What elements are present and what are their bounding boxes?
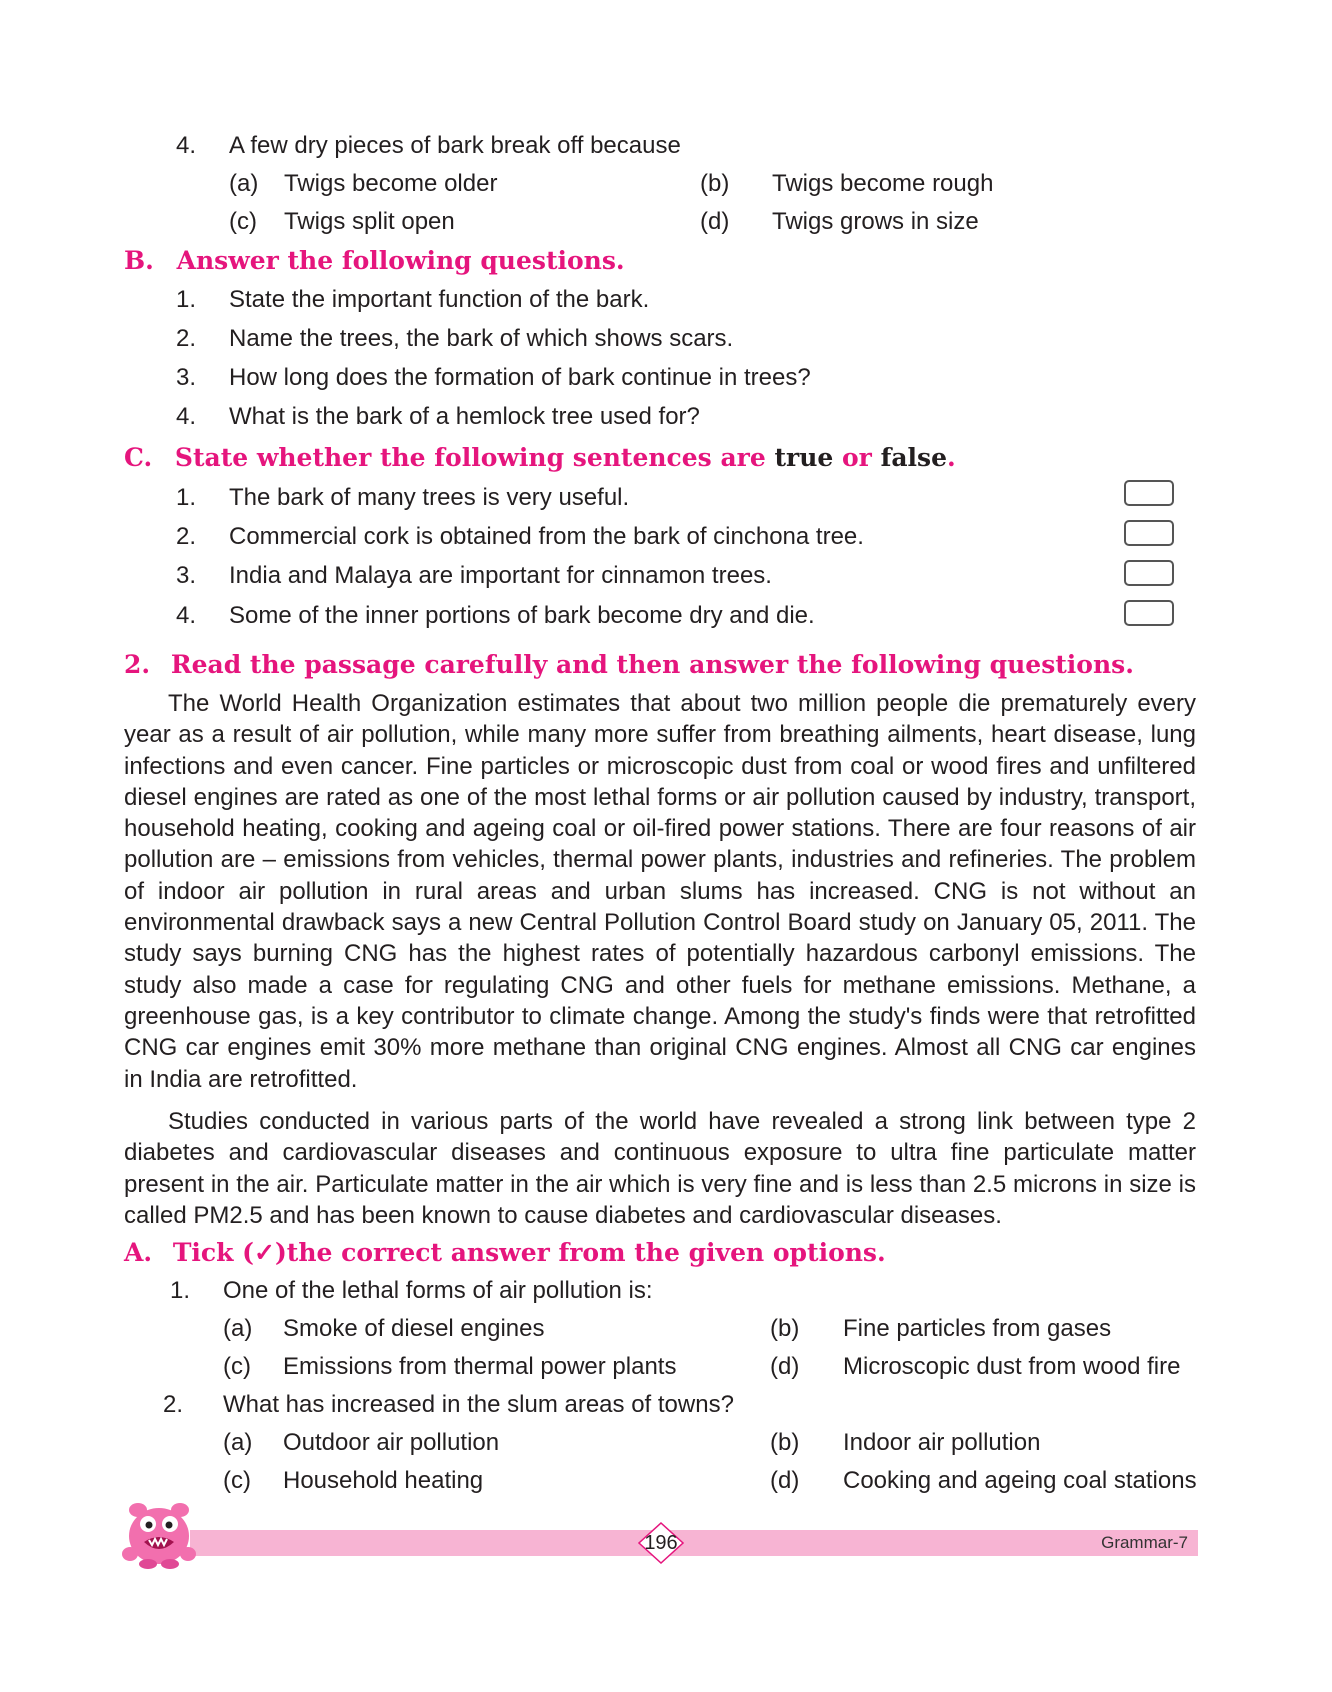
true-false-answer-box-3[interactable] xyxy=(1124,560,1174,586)
q4-option-c-text: Twigs split open xyxy=(284,208,455,235)
q4-option-a-label: (a) xyxy=(229,170,259,197)
section-a-q2-text: What has increased in the slum areas of towns? xyxy=(223,1391,734,1418)
section-c-heading xyxy=(124,443,956,473)
section-b-item-4-text: What is the bark of a hemlock tree used for? xyxy=(229,403,700,430)
passage-paragraph-1: The World Health Organization estimates that about two million people die prematurely every year as a result of air pollution, while many more suffer from breathing ailments, heart disease, lung infections and even cancer. Fine particles or microscopic dust from coal or wood fires and unfiltered diesel engines are rated as one of the most lethal forms or air pollution caused by industry, transport, household heating, cooking and ageing coal or oil-fired power stations. There are four reasons of air pollution are – emissions from vehicles, thermal power plants, industries and refineries. The problem of indoor air pollution in rural areas and urban slums has increased. CNG is not without an environmental drawback says a new Central Pollution Control Board study on January 05, 2011. The study says burning CNG has the highest rates of potentially hazardous carbonyl emissions. The study also made a case for regulating CNG and other fuels for methane emissions. Methane, a greenhouse gas, is a key contributor to climate change. Among the study's finds were that retrofitted CNG car engines emit 30% more methane than original CNG engines. Almost all CNG car engines in India are retrofitted. xyxy=(124,690,1196,1093)
section-a-q1-option-d-text[interactable]: Microscopic dust from wood fire xyxy=(843,1353,1181,1380)
true-false-answer-box-2[interactable] xyxy=(1124,520,1174,546)
monster-mascot-icon xyxy=(118,1494,200,1570)
section-a-q1-text: One of the lethal forms of air pollution is: xyxy=(223,1277,653,1304)
section-b-letter: B. xyxy=(124,246,154,275)
passage-paragraph-2: Studies conducted in various parts of the world have revealed a strong link between type 2 diabetes and cardiovascular diseases and continuous exposure to ultra fine particulate matter present in the air. Particulate matter in the air which is very fine and is less than 2.5 microns in size is called PM2.5 and has been known to cause diabetes and cardiovascular diseases. xyxy=(124,1108,1196,1229)
section-a-q2-option-c-label: (c) xyxy=(223,1467,251,1494)
section-c-item-4-num: 4. xyxy=(176,602,197,629)
section-c-item-1-text: The bark of many trees is very useful. xyxy=(229,484,630,511)
section-a-q2-option-a-label: (a) xyxy=(223,1429,253,1456)
section-b-item-3-text: How long does the formation of bark continue in trees? xyxy=(229,364,811,391)
section-a-q1-option-d-label: (d) xyxy=(770,1353,800,1380)
section-c-item-2-text: Commercial cork is obtained from the bark of cinchona tree. xyxy=(229,523,864,550)
q4-option-d-label: (d) xyxy=(700,208,730,235)
section-a-q2-option-a-text[interactable]: Outdoor air pollution xyxy=(283,1429,500,1456)
section-b-item-4-num: 4. xyxy=(176,403,197,430)
section-b-item-2-num: 2. xyxy=(176,325,197,352)
section-c-false-word: false xyxy=(880,443,948,472)
section-a-q2-option-d-label: (d) xyxy=(770,1467,800,1494)
section-c-item-1-num: 1. xyxy=(176,484,197,511)
section-a-q1-option-c-label: (c) xyxy=(223,1353,251,1380)
section-a-q1-num: 1. xyxy=(170,1277,191,1304)
q4-option-c-label: (c) xyxy=(229,208,257,235)
section-b-title: Answer the following questions. xyxy=(176,246,625,275)
section-a-q1-option-c-text[interactable]: Emissions from thermal power plants xyxy=(283,1353,677,1380)
section-b-item-2-text: Name the trees, the bark of which shows scars. xyxy=(229,325,734,352)
page-number: 196 xyxy=(644,1532,678,1554)
section-a-q1-option-a-label: (a) xyxy=(223,1315,253,1342)
section-a-q2-option-b-text[interactable]: Indoor air pollution xyxy=(843,1429,1041,1456)
q4-option-b-text: Twigs become rough xyxy=(772,170,994,197)
book-title: Grammar-7 xyxy=(1101,1533,1188,1552)
section-a-letter: A. xyxy=(124,1238,153,1267)
section-c-period: . xyxy=(947,443,956,472)
passage-number: 2. xyxy=(124,650,151,679)
section-c-true-word: true xyxy=(774,443,834,472)
section-a-q1-option-a-text[interactable]: Smoke of diesel engines xyxy=(283,1315,545,1342)
q4-text: A few dry pieces of bark break off because xyxy=(229,132,681,159)
q4-option-d-text: Twigs grows in size xyxy=(772,208,979,235)
section-c-item-3-text: India and Malaya are important for cinnamon trees. xyxy=(229,562,772,589)
section-c-letter: C. xyxy=(124,443,153,472)
section-a-q1-option-b-text[interactable]: Fine particles from gases xyxy=(843,1315,1112,1342)
section-c-or-word: or xyxy=(842,443,872,472)
section-b-item-1-text: State the important function of the bark. xyxy=(229,286,650,313)
section-a-q2-option-d-text[interactable]: Cooking and ageing coal stations xyxy=(843,1467,1197,1494)
section-a-q1-option-b-label: (b) xyxy=(770,1315,800,1342)
section-a-q2-option-c-text[interactable]: Household heating xyxy=(283,1467,484,1494)
passage-heading xyxy=(124,650,1134,680)
footer-band xyxy=(190,1530,1198,1556)
section-a-q2-num: 2. xyxy=(163,1391,184,1418)
q4-option-a-text: Twigs become older xyxy=(284,170,498,197)
section-c-item-4-text: Some of the inner portions of bark become dry and die. xyxy=(229,602,815,629)
section-a-title: Tick (✓)the correct answer from the given options. xyxy=(172,1238,886,1267)
section-a-q2-option-b-label: (b) xyxy=(770,1429,800,1456)
true-false-answer-box-1[interactable] xyxy=(1124,480,1174,506)
true-false-answer-box-4[interactable] xyxy=(1124,600,1174,626)
q4-number: 4. xyxy=(176,132,197,159)
section-c-item-2-num: 2. xyxy=(176,523,197,550)
q4-option-b-label: (b) xyxy=(700,170,730,197)
section-b-item-3-num: 3. xyxy=(176,364,197,391)
section-c-title: State whether the following sentences are xyxy=(174,443,766,472)
section-c-item-3-num: 3. xyxy=(176,562,197,589)
section-b-item-1-num: 1. xyxy=(176,286,197,313)
section-b-heading xyxy=(124,246,625,276)
passage-title: Read the passage carefully and then answer the following questions. xyxy=(170,650,1134,679)
section-a-heading xyxy=(124,1238,886,1268)
